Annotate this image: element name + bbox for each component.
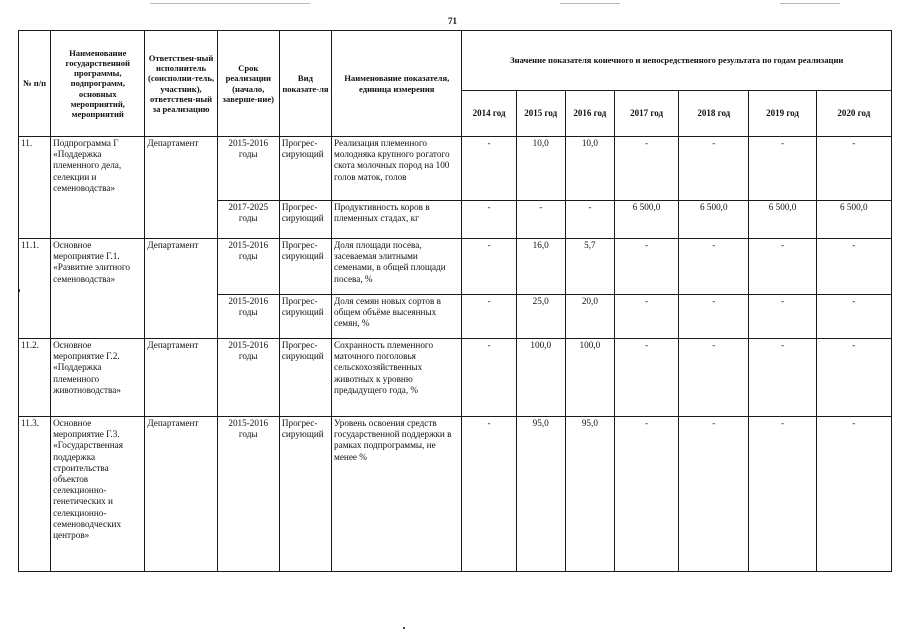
value-cell: 95,0 — [565, 417, 614, 572]
value-cell: - — [816, 239, 891, 295]
header-program: Наименование государственной программы, подпрограмм, основных мероприятий, мероприятий — [51, 31, 145, 137]
executor: Департамент — [145, 239, 217, 339]
value-cell: - — [565, 201, 614, 239]
value-cell: - — [679, 137, 749, 201]
header-year: 2018 год — [679, 91, 749, 137]
table-body — [19, 137, 892, 572]
scan-edge-line — [560, 3, 620, 4]
period: 2015-2016 годы — [217, 239, 279, 295]
header-indicator: Наименование показателя, единица измерения — [332, 31, 462, 137]
value-cell: - — [816, 339, 891, 417]
value-cell: - — [462, 339, 516, 417]
indicator-name: Доля семян новых сортов в общем объёме высеянных семян, % — [332, 295, 462, 339]
table-row — [19, 339, 892, 417]
value-cell: 95,0 — [516, 417, 565, 572]
value-cell: - — [614, 295, 678, 339]
indicator-name: Реализация племенного молодняка крупного рогатого скота молочных пород на 100 голов маток, голов — [332, 137, 462, 201]
scan-speck — [403, 627, 405, 629]
indicator-kind: Прогрес-сирующий — [279, 239, 331, 295]
value-cell: - — [516, 201, 565, 239]
executor: Департамент — [145, 137, 217, 239]
period: 2017-2025 годы — [217, 201, 279, 239]
value-cell: 16,0 — [516, 239, 565, 295]
indicator-name: Продуктивность коров в племенных стадах, кг — [332, 201, 462, 239]
value-cell: - — [749, 339, 816, 417]
period: 2015-2016 годы — [217, 137, 279, 201]
table-row — [19, 417, 892, 572]
value-cell: - — [816, 417, 891, 572]
value-cell: 25,0 — [516, 295, 565, 339]
value-cell: - — [614, 417, 678, 572]
value-cell: - — [679, 295, 749, 339]
row-number: 11.2. — [19, 339, 51, 417]
indicator-kind: Прогрес-сирующий — [279, 295, 331, 339]
value-cell: - — [462, 417, 516, 572]
header-year: 2020 год — [816, 91, 891, 137]
indicator-kind: Прогрес-сирующий — [279, 137, 331, 201]
row-number: 11. — [19, 137, 51, 239]
scan-edge-line — [780, 3, 840, 4]
value-cell: - — [614, 137, 678, 201]
indicator-name: Доля площади посева, засеваемая элитными семенами, в общей площади посева, % — [332, 239, 462, 295]
value-cell: 6 500,0 — [679, 201, 749, 239]
value-cell: 6 500,0 — [614, 201, 678, 239]
value-cell: - — [749, 239, 816, 295]
table-row — [19, 239, 892, 295]
header-num: № п/п — [19, 31, 51, 137]
period: 2015-2016 годы — [217, 295, 279, 339]
program-name: Основное мероприятие Г.1. «Развитие элитного семеноводства» — [51, 239, 145, 339]
row-number: 11.1. — [19, 239, 51, 339]
indicator-kind: Прогрес-сирующий — [279, 201, 331, 239]
period: 2015-2016 годы — [217, 339, 279, 417]
header-year: 2015 год — [516, 91, 565, 137]
header-year: 2016 год — [565, 91, 614, 137]
header-values-group: Значение показателя конечного и непосредственного результата по годам реализации — [462, 31, 892, 91]
value-cell: 100,0 — [516, 339, 565, 417]
value-cell: 6 500,0 — [749, 201, 816, 239]
header-kind: Вид показате-ля — [279, 31, 331, 137]
scan-edge-line — [150, 3, 310, 4]
value-cell: - — [749, 417, 816, 572]
header-year: 2017 год — [614, 91, 678, 137]
value-cell: - — [462, 137, 516, 201]
program-name: Основное мероприятие Г.2. «Поддержка племенного животноводства» — [51, 339, 145, 417]
value-cell: - — [614, 339, 678, 417]
row-number: 11.3. — [19, 417, 51, 572]
table-header — [19, 31, 892, 137]
value-cell: - — [816, 137, 891, 201]
value-cell: - — [749, 137, 816, 201]
program-name: Основное мероприятие Г.3. «Государственная поддержка строительства объектов селекционно-генетических и селекционно-семеноводческих центров» — [51, 417, 145, 572]
header-executor: Ответствен-ный исполнитель (соисполни-тель, участник), ответствен-ный за реализацию — [145, 31, 217, 137]
value-cell: 10,0 — [565, 137, 614, 201]
header-year: 2014 год — [462, 91, 516, 137]
value-cell: - — [614, 239, 678, 295]
program-name: Подпрограмма Г «Поддержка племенного дела, селекции и семеноводства» — [51, 137, 145, 239]
value-cell: 100,0 — [565, 339, 614, 417]
indicator-name: Сохранность племенного маточного поголовья сельскохозяйственных животных к уровню предыдущего года, % — [332, 339, 462, 417]
value-cell: - — [462, 201, 516, 239]
header-year: 2019 год — [749, 91, 816, 137]
scan-speck — [19, 289, 20, 292]
indicator-kind: Прогрес-сирующий — [279, 339, 331, 417]
value-cell: - — [462, 239, 516, 295]
header-period: Срок реализации (начало, заверше-ние) — [217, 31, 279, 137]
table-row — [19, 137, 892, 201]
value-cell: 20,0 — [565, 295, 614, 339]
period: 2015-2016 годы — [217, 417, 279, 572]
value-cell: 10,0 — [516, 137, 565, 201]
value-cell: 6 500,0 — [816, 201, 891, 239]
indicator-kind: Прогрес-сирующий — [279, 417, 331, 572]
page-number: 71 — [448, 16, 457, 26]
indicator-name: Уровень освоения средств государственной поддержки в рамках подпрограммы, не менее % — [332, 417, 462, 572]
value-cell: - — [816, 295, 891, 339]
value-cell: - — [749, 295, 816, 339]
executor: Департамент — [145, 339, 217, 417]
value-cell: - — [679, 239, 749, 295]
value-cell: - — [679, 339, 749, 417]
indicator-table — [18, 30, 892, 572]
executor: Департамент — [145, 417, 217, 572]
value-cell: 5,7 — [565, 239, 614, 295]
value-cell: - — [679, 417, 749, 572]
value-cell: - — [462, 295, 516, 339]
